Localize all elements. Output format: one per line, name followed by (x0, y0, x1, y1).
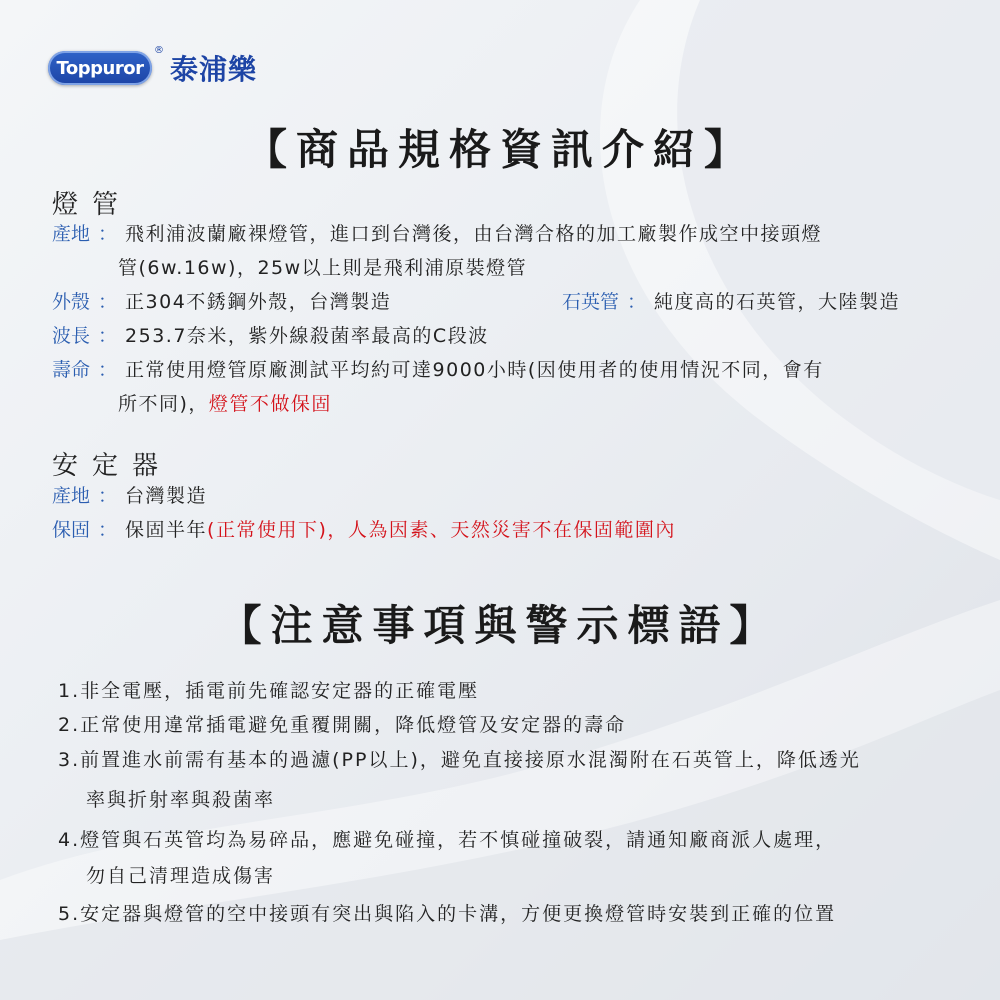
notice-item-2: 2.正常使用違常插電避免重覆開關，降低燈管及安定器的壽命 (58, 714, 627, 736)
quartz-row (562, 285, 900, 319)
lifespan-label: 壽命 (52, 359, 91, 381)
lifespan-row-cont (118, 387, 332, 421)
ballast-warranty-row (52, 513, 676, 547)
quartz-label: 石英管 (562, 291, 620, 313)
lamp-shell-row (52, 285, 391, 319)
no-warranty-warning: 燈管不做保固 (208, 393, 332, 415)
notice-item-3: 3.前置進水前需有基本的過濾(PP以上)，避免直接接原水混濁附在石英管上，降低透光 (58, 749, 861, 771)
notice-item-3-cont: 率與折射率與殺菌率 (86, 789, 276, 811)
wavelength-text: 253.7奈米，紫外線殺菌率最高的C段波 (125, 325, 489, 347)
ballast-warranty-text: 保固半年 (125, 519, 208, 541)
registered-mark: ® (154, 45, 164, 56)
spec-section-title: 【商品規格資訊介紹】 (244, 125, 755, 174)
wavelength-colon: ： (98, 325, 118, 347)
lamp-shell-label: 外殼 (52, 291, 91, 313)
notice-item-5: 5.安定器與燈管的空中接頭有突出與陷入的卡溝，方便更換燈管時安裝到正確的位置 (58, 903, 837, 925)
ballast-warranty-colon: ： (98, 519, 118, 541)
brand-logo-text: Toppuror (56, 57, 144, 79)
quartz-text: 純度高的石英管，大陸製造 (654, 291, 901, 313)
ballast-warranty-label: 保固 (52, 519, 91, 541)
ballast-origin-label: 產地 (52, 485, 91, 507)
ballast-origin-row (52, 479, 207, 513)
brand-header (48, 45, 258, 88)
brand-name: 泰浦樂 (170, 53, 258, 86)
brand-logo (48, 45, 164, 85)
notice-section-title: 【注意事項與警示標語】 (219, 601, 781, 650)
lamp-shell-colon: ： (98, 291, 118, 313)
lifespan-text: 正常使用燈管原廠測試平均約可達9000小時(因使用者的使用情況不同，會有 (125, 359, 824, 381)
lamp-origin-row-cont (118, 251, 527, 285)
lifespan-text-cont: 所不同)， (118, 393, 209, 415)
notice-item-4: 4.燈管與石英管均為易碎品，應避免碰撞，若不慎碰撞破裂，請通知廠商派人處理， (58, 829, 837, 851)
notice-item-1: 1.非全電壓，插電前先確認安定器的正確電壓 (58, 680, 480, 702)
ballast-heading: 安定器 (52, 451, 173, 481)
ballast-warranty-exclusion: (正常使用下)，人為因素、天然災害不在保固範圍內 (207, 519, 676, 541)
ballast-origin-text: 台灣製造 (125, 485, 208, 507)
lifespan-row (52, 353, 824, 387)
lifespan-colon: ： (98, 359, 118, 381)
lamp-origin-row (52, 217, 822, 251)
lamp-origin-text: 飛利浦波蘭廠裸燈管，進口到台灣後，由台灣合格的加工廠製作成空中接頭燈 (125, 223, 823, 245)
wavelength-row (52, 319, 489, 353)
lamp-heading: 燈管 (52, 190, 133, 220)
notice-item-4-cont: 勿自己清理造成傷害 (86, 865, 276, 887)
lamp-origin-label: 產地 (52, 223, 91, 245)
lamp-origin-text-cont: 管(6w.16w)，25w以上則是飛利浦原裝燈管 (118, 257, 528, 279)
lamp-shell-text: 正304不銹鋼外殼，台灣製造 (125, 291, 392, 313)
ballast-origin-colon: ： (98, 485, 118, 507)
wavelength-label: 波長 (52, 325, 91, 347)
lamp-origin-colon: ： (98, 223, 118, 245)
quartz-colon: ： (627, 291, 647, 313)
